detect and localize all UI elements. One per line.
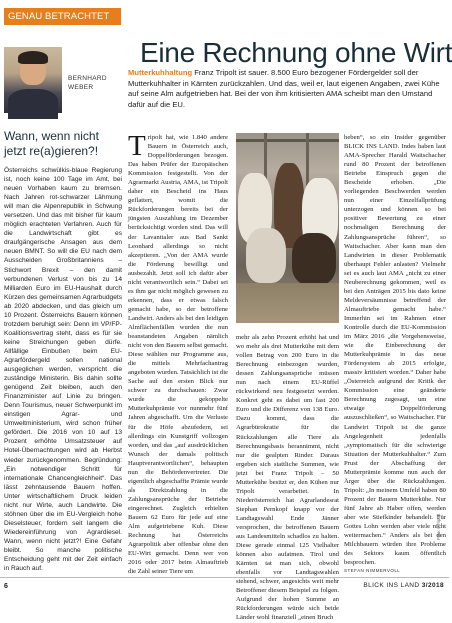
page-number: 6 [4, 583, 8, 590]
vertical-photo-credit: Foto: ©Tripolt [436, 514, 441, 540]
footer-rule [0, 577, 449, 578]
author-first-name: BERNHARD [68, 75, 107, 82]
magazine-name: BLICK INS LAND [363, 582, 420, 589]
article-author: STEFAN NIMMERVOLL [344, 568, 401, 573]
author-name [68, 74, 107, 92]
article-column-3: heben“, so ein Insider gegenüber BLICK INS LAND. Indes haben laut AMA-Sprecher Harald Waitschacher rund 80 Prozent der betroffenen Betriebe Einspruch gegen die Bescheide erhoben. „Die vorliegenden Beschwerden werden nun einer Einzelfallprüfung unterzogen und können so bei positiver Bewertung zu einer nochmaligen Berechnung der Zahlungsansprüche führen“, so Waitschacher. Aber kann man den Landwirten in dieser Problematik überhaupt Fehler anlasten? Vielmehr sei es auch laut AMA „nicht zu einer Neuberechnung gekommen, weil es bei den Anträgen 2015 bis dato keine Meldeversäumnisse betreffend der Almauftriebe gemacht habe.“ Immerhin sei im Rahmen einer Kontrolle durch die EU-Kommission im März 2016 „die Vorgehensweise, wie die Einberechnung der Mutterkuhprämie in das neue Fördersystem ab 2015 erfolgte, massiv kritisiert worden.“ Daher habe „Österreich aufgrund der Kritik der Kommission eine geänderte Berechnung zugesagt, um eine etwaige Doppelförderung auszuschließen“, so Waitschacher. Für Landwirt Tripolt ist die ganze Angelegenheit jedenfalls „symptomatisch für die schwierige Situation der Mutterkuhhalter.“ Zum Prust der Abschaffung der Mutterprämie komme nun auch der Ärger über die Rückzahlungen. Tripolt: „In meinem Umfeld haben 80 Prozent der Bauern Mutterkühe. Nur fünf Jahre ab Haber offen, werden aber wie Stiefkinder behandelt. Für Gottes Lohn werden aber viele nicht weitermachen.“ Anders als bei den Milchbauern würden ihre Probleme des Sektors kaum öffentlich besprochen. [344, 134, 446, 567]
lead-kicker: Mutterkuhhaltung [128, 68, 193, 77]
article-photo-cows [236, 133, 339, 323]
article-lead [128, 68, 446, 110]
column-1-text: ripolt hat, wie 1.840 andere Bauern in Österreich auch, Doppelförderungen bezogen. Das haben Prüfer der Europäischen Kommission festgestellt. Von der Agrarmarkt Austria, AMA, ist Tripolt daher ein Bescheid ins Haus geflattert, womit die Rückforderungen bereits bei der jüngsten Auszahlung im Dezember berücksichtigt worden sind. Das will der Lavanttaler aus Bad Sankt Leonhard allerdings so nicht akzeptieren. „Von der AMA wurde die Förderung bewilligt und ausbezahlt. Jetzt soll ich dafür aber nicht verantwortlich sein.“ Dabei sei es ihm gar nicht möglich gewesen zu erkennen, dass er etwas falsch gemacht habe, so der betroffene Landwirt. Anders als bei den leidigen Almflächenfällen wurden die nun beanstandeten Angaben nämlich nicht von den Bauern selbst gemacht. Diese wählten nur Programme aus, die mittels Mehrfachantrag angeboten wurden. Tatsächlich ist die Sache auf den ersten Blick nur schwer zu durchschauen: Zwar wurde die gekoppelte Mutterkuhprämie vor nunmehr fünf Jahren abgeschafft. Um die Verluste für die Höfe abzufedern, sei allerdings ein Kunstgriff vollzogen worden, und das „auf ausdrücklichen Wunsch der damals politisch Hauptverantwortlichen“, behaupten nun die Behördenvertreter. Die eigentlich abgeschaffte Prämie wurde als Direktzahlung in die Zahlungsansprüche der Betriebe eingerechnet. Zugleich erhielten Bauern 62 Euro für jede auf eine Alm aufgetriebene Kuh. Diese Rechnung hat Österreichs Agrarpolitik aber offenbar ohne den EU-Wirt gemacht. Denn wer von 2016 oder 2017 beim Almauftrieb die Zahl seiner Tiere um [128, 134, 228, 576]
author-photo [4, 47, 62, 113]
issue-number: 3/2018 [421, 582, 444, 589]
article-column-2: mehr als zehn Prozent erhöht hat und wo mehr als drei Mutterkühe mit dem vollen Betrag von 200 Euro in die Berechnung einbezogen wurden, dessen Zahlungsansprüche müssen nun nach einem EU-Rüffel rückwirkend neu festgesetzt werden. Konkret geht es dabei um fast 200 Euro und die Differenz von 138 Euro. Dazu kommt, dass die Agrarbürokratie für die Rückzahlungen alle Tiere als Berechnungsbasis herannimmt, nicht nur die gealpten Rinder. Daraus ergeben sich stattliche Summen, wie jetzt bei Franz Tripolt – 50 Mutterkühe besitzt er, den Kühen nur Tripolt verarbeitet. In Niederösterreich hat Agrarlandesrat Stephan Pernkopf knapp vor der Landtagswahl Ende Jänner versprochen, die betroffenen Bauern aus Landesmitteln schadlos zu halten. Diese gerade einmal 125 Vielhalter können also aufatmen. Tirol und Kärnten tat man sich, obwohl ebenfalls vor Landtagswahlen stehend, schwer, angesichts weit mehr Betroffener diesem Beispiel zu folgen. Aufgrund der hohen Summe an Rückforderungen würde sich beide Länder wohl finanziell „einen Bruch [236, 334, 339, 622]
commentary-headline: Wann, wenn nicht jetzt re(a)gieren?! [4, 129, 99, 158]
article-title: Eine Rechnung ohne Wirt [140, 37, 452, 68]
lead-text: Franz Tripolt ist sauer. 8.500 Euro bezogener Fördergelder soll der Mutterkuhhalter in Kärnten zurückzahlen. Und das, weil er, laut eigenen Angaben, zwei Kühe auf seine Alm aufgetrieben hat. Bei der von ihm kritisierten AMA scheibt man den Umstand dafür auf die EU. [128, 68, 440, 109]
drop-cap: T [128, 130, 146, 162]
commentary-column [0, 0, 125, 600]
footer-magazine [363, 582, 444, 589]
author-last-name: WEBER [68, 84, 94, 91]
section-tag: GENAU BETRACHTET [4, 8, 121, 25]
commentary-body: Österreichs schwülkis-blaue Regierung ist, noch keine 100 Tage im Amt, bei neuen Vorhaben kaum zu bremsen. Nach Jahren rot-schwarzer Lähmung will man die Alpenrepublik in Schwung versetzen. Und das mit bisher für kaum möglich erachteten Verfahren. Auch für die Landwirtschaft gibt es draufgängerische Ansagen aus dem neuen BMNT. So will die EU nach dem Ausscheiden Großbritanniens – Stichwort Brexit – den damit verbundenen Verlust von bis zu 14 Milliarden Euro im EU-Haushalt durch Kürzen des gemeinsamen Agrarbudgets ab 2020 abdecken, und das gleich um 10 Prozent. Österreichs Bauern können trotzdem beruhigt sein: Denn im VP/FP-Koalitionsvertrag steht, dass es für sie keine Streichungen geben dürfe. Allfällige Einbußen beim EU-Agrarfördergeld sollen national ausgeglichen werden, verspricht die zuständige Ministerin. Bis dahin sollte genügend Zeit bleiben, auch den Finanzminister auf Linie zu bringen. Denn Tourismus, neuer Schwerpunkt im einstigen Agrar- und Umweltministerium, wird schon früher gefördert. Die 2016 von 10 auf 13 Prozent erhöhte Umsatzsteuer auf Hotel-Übernachtungen wird ab Herbst wieder zurückgenommen. Begründung: „Ein notwendiger Schritt für internationale Chancengleichheit“. Das lässt zehntausende Bauern hoffen. Unter wirtschaftlichem Druck leiden nicht nur Wirte, auch Landwirte. Die stöhnen über die im EU-Vergleich hohe Dieselsteuer, fordern seit langem die Wiedereinführung von Agrardiesel. Wann, wenn nicht jetzt?! Eine Gefahr bleibt. So manche politische Entscheidung geht mit der Zeit einfach in Rauch auf. [4, 167, 122, 573]
article-column-1 [128, 130, 228, 576]
